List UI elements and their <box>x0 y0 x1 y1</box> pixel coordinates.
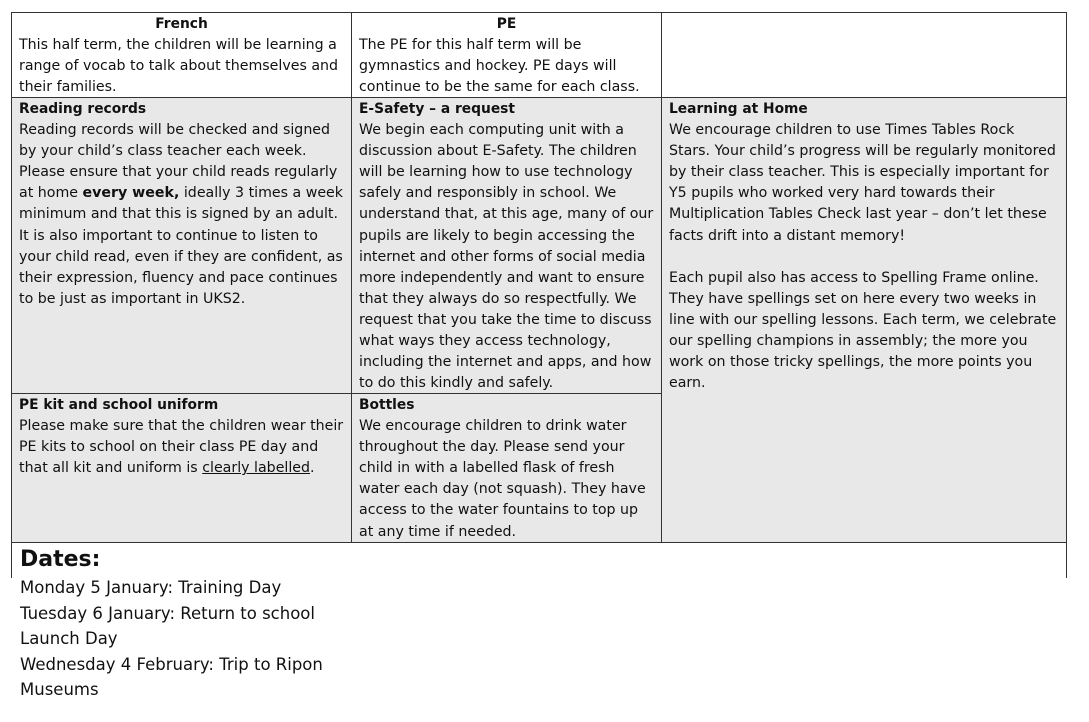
pe-kit-body <box>19 416 344 479</box>
learning-at-home-cell <box>662 98 1066 542</box>
bottles-heading: Bottles <box>359 397 415 413</box>
french-cell <box>12 13 351 97</box>
pe-kit-text-end: . <box>310 460 315 477</box>
pe-cell <box>352 13 661 97</box>
column-divider-1 <box>351 12 352 543</box>
bottles-body: We encourage children to drink water throughout the day. Please send your child in with a labelled flask of fresh water each day (not squash). They have access to the water fountains to top up at any time if needed. <box>359 418 646 540</box>
reading-records-body <box>19 120 344 310</box>
learning-at-home-para2: Each pupil also has access to Spelling Frame online. They have spellings set on here every two weeks in line with our spelling lessons. Each term, we celebrate our spelling champions in assembly; the more you work on those tricky spellings, the more points you earn. <box>669 269 1057 392</box>
french-body: This half term, the children will be learning a range of vocab to talk about themselves and their families. <box>19 37 339 96</box>
row-divider-2 <box>11 393 662 394</box>
pe-kit-underlined-text: clearly labelled <box>202 460 311 477</box>
pe-kit-heading: PE kit and school uniform <box>19 397 219 413</box>
dates-section <box>20 545 380 703</box>
date-item: Monday 5 January: Training Day <box>20 578 282 597</box>
esafety-heading: E-Safety – a request <box>359 101 515 117</box>
table-border-top <box>11 12 1067 13</box>
column-divider-2 <box>661 12 662 543</box>
reading-text-end: ideally 3 times a week minimum and that this is signed by an adult. It is also important to continue to listen to your child read, even if they are confident, as their expression, fluency and pace continues to be just as important in UKS2. <box>19 185 344 307</box>
table-border-right <box>1066 12 1067 578</box>
learning-at-home-heading: Learning at Home <box>669 101 808 117</box>
dates-title: Dates: <box>20 547 101 572</box>
date-item: Launch Day <box>20 629 118 648</box>
pe-heading: PE <box>496 16 517 32</box>
reading-records-heading: Reading records <box>19 101 147 117</box>
pe-kit-text-start: Please make sure that the children wear their PE kits to school on their class PE day and that all kit and uniform is <box>19 418 344 477</box>
pe-body: The PE for this half term will be gymnastics and hockey. PE days will continue to be the same for each class. <box>359 37 640 96</box>
row-divider-1 <box>11 97 1067 98</box>
table-border-left <box>11 12 12 578</box>
date-item: Wednesday 4 February: Trip to Ripon <box>20 654 323 674</box>
pe-kit-cell <box>12 394 351 542</box>
date-item: Museums <box>20 680 99 699</box>
empty-cell <box>662 13 1066 97</box>
table-border-bottom <box>11 542 1067 543</box>
learning-at-home-para1: We encourage children to use Times Tables Rock Stars. Your child’s progress will be regularly monitored by their class teacher. This is especially important for Y5 pupils who worked very hard towards their Multiplication Tables Check last year – don’t let these facts drift into a distant memory! <box>669 122 1056 244</box>
date-item: Tuesday 6 January: Return to school <box>20 603 315 623</box>
reading-text-start: Reading records will be checked and signed by your child’s class teacher each week. Please ensure that your child reads regularly at home <box>19 122 338 202</box>
paragraph-gap <box>669 247 1059 268</box>
reading-records-cell <box>12 98 351 393</box>
esafety-cell <box>352 98 661 393</box>
bottles-cell <box>352 394 661 542</box>
esafety-body: We begin each computing unit with a discussion about E-Safety. The children will be learning how to use technology safely and responsibly in school. We understand that, at this age, many of our pupils are likely to begin accessing the internet and other forms of social media more independently and want to ensure that they always do so respectfully. We request that you take the time to discuss what ways they access technology, including the internet and apps, and how to do this kindly and safely. <box>359 122 654 392</box>
reading-text-bold: every week, <box>82 185 180 202</box>
french-heading: French <box>155 16 208 32</box>
